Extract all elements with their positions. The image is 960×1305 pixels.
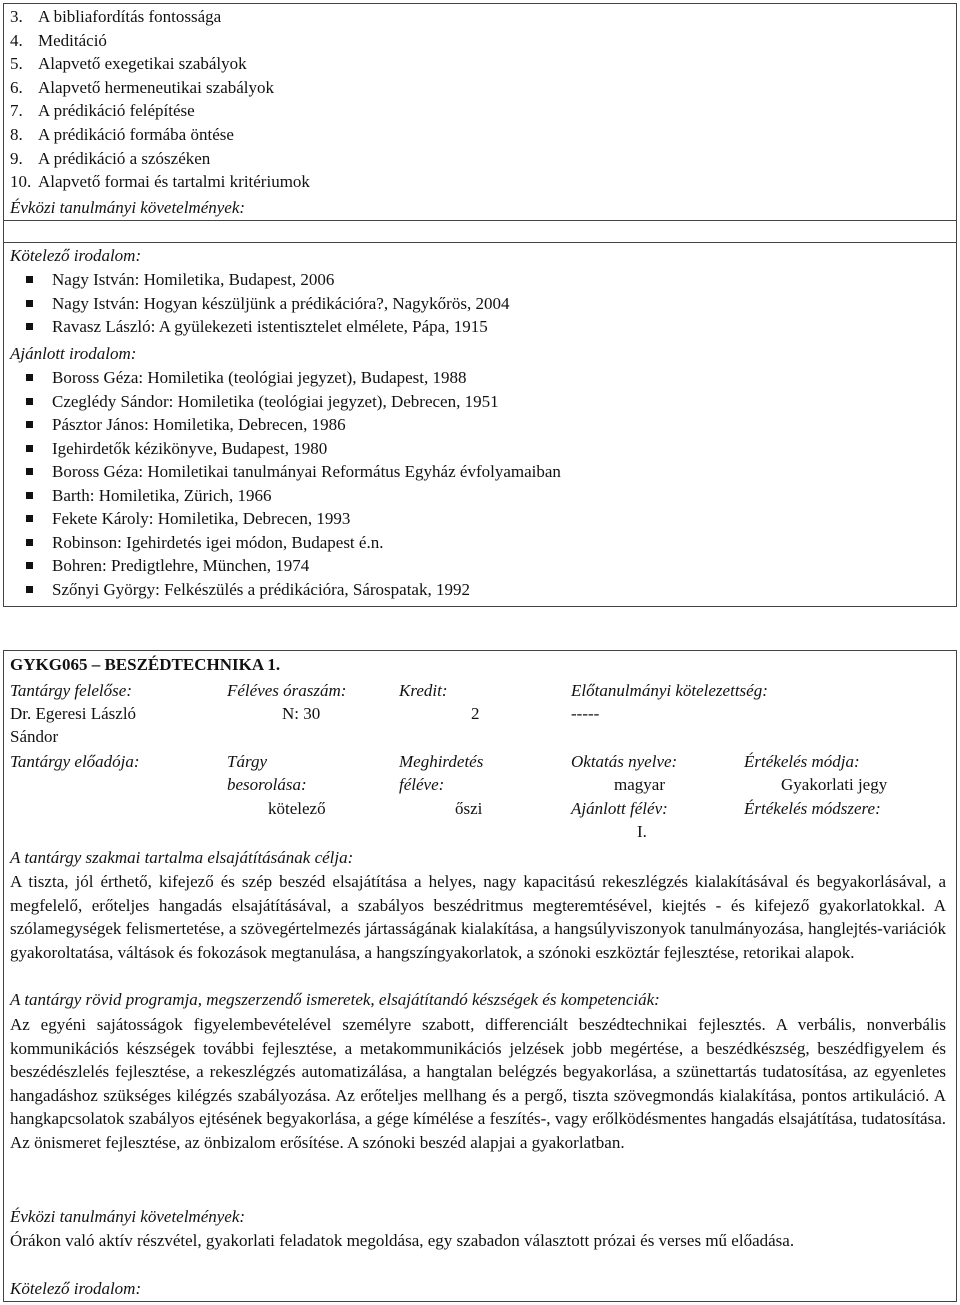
ajanlott-felev-value: I. — [637, 822, 647, 841]
list-item: Ravasz László: A gyülekezeti istentisztelet elmélete, Pápa, 1915 — [26, 315, 509, 339]
topic-item: 5. Alapvető exegetikai szabályok — [10, 54, 247, 74]
oraszam-value: N: 30 — [282, 704, 321, 723]
eloado-label: Tantárgy előadója: — [10, 752, 140, 771]
elotanulmany-label: Előtanulmányi kötelezettség: — [571, 681, 768, 700]
topic-item: 3. A bibliafordítás fontossága — [10, 7, 222, 26]
kotelezo-list — [26, 268, 509, 339]
list-item: Czeglédy Sándor: Homiletika (teológiai jegyzet), Debrecen, 1951 — [26, 390, 561, 414]
topic-item: 4. Meditáció — [10, 30, 107, 50]
nyelv-label: Oktatás nyelve: — [571, 752, 678, 771]
divider — [3, 242, 957, 243]
list-item: Fekete Károly: Homiletika, Debrecen, 1993 — [26, 507, 561, 531]
topic-item: 6. Alapvető hermeneutikai szabályok — [10, 77, 275, 97]
kredit-label: Kredit: — [399, 681, 448, 700]
ajanlott-list — [26, 366, 561, 601]
ertekeles-modszer-label: Értékelés módszere: — [744, 799, 881, 818]
program-label: A tantárgy rövid programja, megszerzendő ismeretek, elsajátítandó készségek és kompetenciák: — [10, 990, 660, 1009]
felelos-name: Sándor — [10, 727, 59, 746]
list-item: Boross Géza: Homiletikai tanulmányai Református Egyház évfolyamaiban — [26, 460, 561, 484]
meghirdetes-label: Meghirdetés — [399, 752, 484, 771]
oraszam-label: Féléves óraszám: — [227, 681, 347, 700]
ertekeles-mod-label: Értékelés módja: — [744, 752, 860, 771]
list-item: Szőnyi György: Felkészülés a prédikációra, Sárospatak, 1992 — [26, 578, 561, 602]
targy-label: Tárgy — [227, 752, 267, 771]
list-item: Robinson: Igehirdetés igei módon, Budapest é.n. — [26, 531, 561, 555]
list-item: Pásztor János: Homiletika, Debrecen, 1986 — [26, 413, 561, 437]
celja-label: A tantárgy szakmai tartalma elsajátításának célja: — [10, 848, 354, 867]
kotelezo-label: Kötelező irodalom: — [10, 1279, 142, 1298]
topic-list — [10, 5, 310, 194]
nyelv-value: magyar — [614, 775, 665, 794]
list-item: Barth: Homiletika, Zürich, 1966 — [26, 484, 561, 508]
felelos-name: Dr. Egeresi László — [10, 704, 137, 723]
felelos-label: Tantárgy felelőse: — [10, 681, 132, 700]
evkozi-label: Évközi tanulmányi követelmények: — [10, 1207, 246, 1226]
topic-item: 8. A prédikáció formába öntése — [10, 124, 234, 144]
kotelezo-label: Kötelező irodalom: — [10, 246, 142, 265]
list-item: Igehirdetők kézikönyve, Budapest, 1980 — [26, 437, 561, 461]
program-text: Az egyéni sajátosságok figyelembevételével személyre szabott, differenciált beszédtechnikai fejlesztés. A verbális, nonverbális kommunikációs készségek további fejlesztése, a metakommunikációs jelzések jobb megértése, a beszédkészség, beszédfigyelem és beszédészlelés fejlesztése, a rekeszlégzés automatizálása, a hangtalan belégzés begyakorlása, a szünettartás tudatosítása, az egyenletes hangadáshoz szükséges kilégzés szabályozása. Az erőteljes mellhang és a pergő, tiszta szövegmondás kialakítása, pontos artikuláció. A hangkapcsolatok szabályos ejtésének begyakorlása, a gége kímélése a feszítés-, vagy erőlködésmentes hangadás elsajátítása, tudatosítása. Az önismeret fejlesztése, az önbizalom erősítése. A szónoki beszéd alapjai a gyakorlatban. — [10, 1015, 946, 1152]
targy-value: kötelező — [268, 799, 326, 818]
kredit-value: 2 — [471, 704, 480, 723]
list-item: Nagy István: Hogyan készüljünk a prédikációra?, Nagykőrös, 2004 — [26, 292, 509, 316]
evkozi-text: Órákon való aktív részvétel, gyakorlati feladatok megoldása, egy szabadon választott prózai és verses mű előadása. — [10, 1231, 795, 1250]
evkozi-label: Évközi tanulmányi követelmények: — [10, 198, 246, 217]
ajanlott-label: Ajánlott irodalom: — [10, 344, 137, 363]
list-item: Nagy István: Homiletika, Budapest, 2006 — [26, 268, 509, 292]
divider — [3, 220, 957, 221]
topic-item: 7. A prédikáció felépítése — [10, 101, 195, 121]
topic-item: 9. A prédikáció a szószéken — [10, 148, 211, 168]
targy-label: besorolása: — [227, 775, 307, 794]
topic-item: 10. Alapvető formai és tartalmi kritériumok — [10, 172, 310, 192]
course-title: GYKG065 – BESZÉDTECHNIKA 1. — [10, 655, 281, 674]
ajanlott-felev-label: Ajánlott félév: — [571, 799, 668, 818]
celja-text: A tiszta, jól érthető, kifejező és szép beszéd elsajátítása a helyes, nagy kapacitású rekeszlégzés kialakításával és begyakorlásával, a megfelelő, erőteljes hangadás elsajátításával, a szabályos beszédritmus megteremtésével, kiejtés - és kifejező gyakorlatokkal. A szólamegységek felismertetése, a szövegértelmezés jártasságának kialakítása, a hangsúlyviszonyok tanulmányozása, hanglejtés-variációk gyakoroltatása, váltások és fokozások megtanulása, a hangszíngyakorlatok, a szónoki eszköztár fejlesztése, retorikai alapok. — [10, 872, 946, 962]
elotanulmany-value: ----- — [571, 704, 600, 723]
meghirdetes-label: féléve: — [399, 775, 445, 794]
list-item: Bohren: Predigtlehre, München, 1974 — [26, 554, 561, 578]
list-item: Boross Géza: Homiletika (teológiai jegyzet), Budapest, 1988 — [26, 366, 561, 390]
meghirdetes-value: őszi — [455, 799, 483, 818]
ertekeles-mod-value: Gyakorlati jegy — [781, 775, 888, 794]
